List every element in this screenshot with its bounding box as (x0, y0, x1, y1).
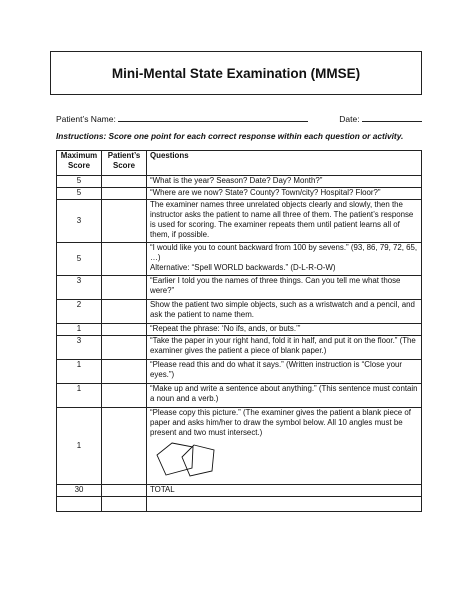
header-max-score: Maximum Score (57, 151, 102, 176)
instructions: Instructions: Score one point for each correct response within each question or activity. (56, 131, 404, 141)
question-cell: “Take the paper in your right hand, fold it in half, and put it on the floor.” (The examiner gives the patient a piece of blank paper.) (147, 336, 422, 360)
table-header-row (57, 151, 422, 176)
header-questions: Questions (147, 151, 422, 176)
max-score-cell: 5 (57, 243, 102, 276)
question-cell: The examiner names three unrelated objects clearly and slowly, then the instructor asks the patient to name all three of them. The patient’s response is used for scoring. The examiner repeats them until patient learns all of them, if possible. (147, 200, 422, 243)
max-score-cell: 5 (57, 188, 102, 200)
total-row (57, 485, 422, 497)
empty-cell (147, 497, 422, 512)
question-cell: “What is the year? Season? Date? Day? Month?” (147, 176, 422, 188)
patient-name-field (56, 112, 308, 124)
table-row (57, 384, 422, 408)
patient-score-cell[interactable] (102, 324, 147, 336)
question-cell: “Where are we now? State? County? Town/city? Hospital? Floor?” (147, 188, 422, 200)
table-row (57, 300, 422, 324)
patient-score-cell[interactable] (102, 360, 147, 384)
table-row (57, 276, 422, 300)
table-row (57, 336, 422, 360)
question-cell: “Make up and write a sentence about anything.” (This sentence must contain a noun and a verb.) (147, 384, 422, 408)
table-row (57, 188, 422, 200)
table-row (57, 176, 422, 188)
question-cell: Show the patient two simple objects, such as a wristwatch and a pencil, and ask the patient to name them. (147, 300, 422, 324)
max-score-cell: 3 (57, 200, 102, 243)
date-label: Date: (339, 114, 360, 124)
form-fields (56, 112, 422, 124)
total-label: TOTAL (147, 485, 422, 497)
max-score-cell: 3 (57, 336, 102, 360)
question-cell: “Please read this and do what it says.” (Written instruction is “Close your eyes.”) (147, 360, 422, 384)
title-box (50, 51, 422, 95)
patient-score-cell[interactable] (102, 384, 147, 408)
page-title: Mini-Mental State Examination (MMSE) (111, 65, 361, 81)
max-score-cell: 5 (57, 176, 102, 188)
intersecting-pentagons-icon (150, 441, 242, 481)
empty-cell (57, 497, 102, 512)
max-score-cell: 1 (57, 324, 102, 336)
question-cell (147, 243, 422, 276)
patient-score-cell[interactable] (102, 300, 147, 324)
max-score-cell: 2 (57, 300, 102, 324)
patient-score-cell[interactable] (102, 336, 147, 360)
patient-name-blank[interactable] (118, 112, 308, 122)
patient-score-cell[interactable] (102, 276, 147, 300)
header-patient-score: Patient’s Score (102, 151, 147, 176)
table-row (57, 324, 422, 336)
table-row (57, 408, 422, 485)
question-cell (147, 408, 422, 485)
patient-score-cell[interactable] (102, 408, 147, 485)
mmse-table (56, 150, 422, 512)
question-text: “I would like you to count backward from 100 by sevens.” (93, 86, 79, 72, 65, …) (150, 243, 418, 262)
question-alternative: Alternative: “Spell WORLD backwards.” (D-L-R-O-W) (150, 263, 336, 272)
max-score-cell: 3 (57, 276, 102, 300)
patient-name-label: Patient’s Name: (56, 114, 116, 124)
max-score-cell: 1 (57, 360, 102, 384)
question-text: “Please copy this picture.” (The examiner gives the patient a blank piece of paper and asks him/her to draw the symbol below. All 10 angles must be present and two must intersect.) (150, 408, 411, 437)
empty-row (57, 497, 422, 512)
question-cell: “Repeat the phrase: ‘No ifs, ands, or buts.’” (147, 324, 422, 336)
patient-score-cell[interactable] (102, 200, 147, 243)
patient-score-cell[interactable] (102, 176, 147, 188)
patient-score-cell[interactable] (102, 243, 147, 276)
table-row (57, 360, 422, 384)
table-row (57, 200, 422, 243)
table-row (57, 243, 422, 276)
total-patient-cell[interactable] (102, 485, 147, 497)
max-score-cell: 1 (57, 408, 102, 485)
patient-score-cell[interactable] (102, 188, 147, 200)
empty-cell (102, 497, 147, 512)
max-score-cell: 1 (57, 384, 102, 408)
question-cell: “Earlier I told you the names of three things. Can you tell me what those were?” (147, 276, 422, 300)
date-field (339, 112, 422, 124)
total-max-cell: 30 (57, 485, 102, 497)
date-blank[interactable] (362, 112, 422, 122)
